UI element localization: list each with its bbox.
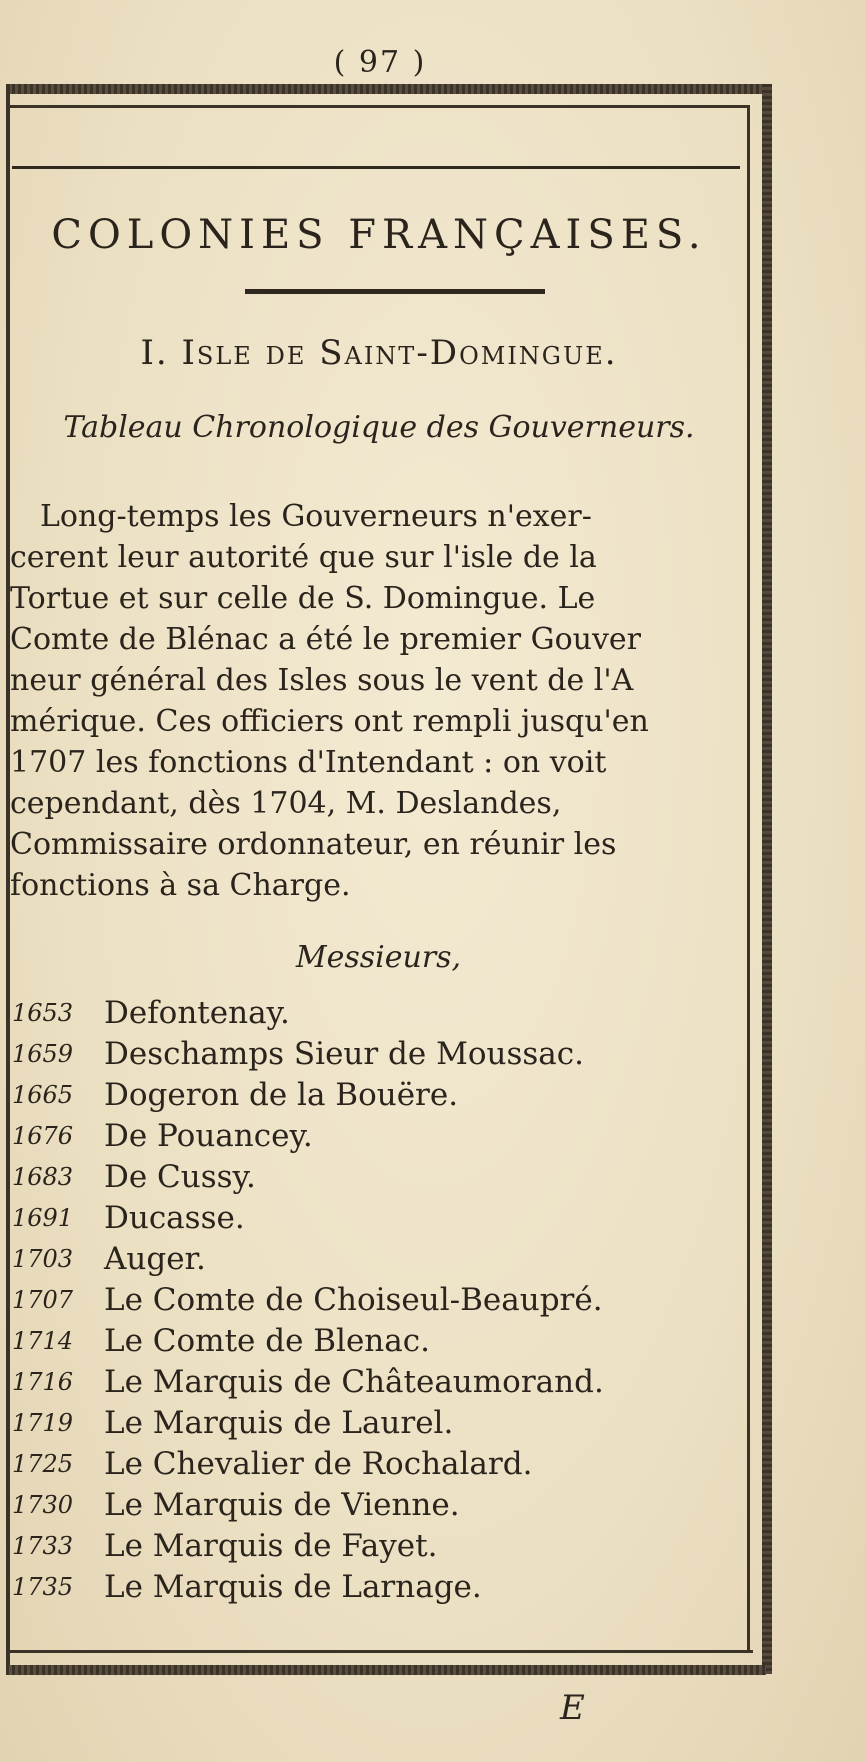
governor-year: 1653 bbox=[12, 999, 74, 1027]
messieurs-heading: Messieurs, bbox=[295, 940, 462, 975]
governor-year: 1703 bbox=[12, 1245, 74, 1273]
governor-entry bbox=[12, 1362, 744, 1403]
governor-name: Defontenay. bbox=[104, 995, 290, 1031]
governor-entry bbox=[12, 993, 744, 1034]
governor-name: Le Comte de Choiseul-Beaupré. bbox=[104, 1282, 603, 1318]
governor-name: Deschamps Sieur de Moussac. bbox=[104, 1036, 584, 1072]
governor-year: 1659 bbox=[12, 1040, 74, 1068]
section-title: I. Isle de Saint-Domingue. bbox=[140, 333, 618, 373]
title-rule bbox=[245, 289, 545, 294]
paragraph-line: neur général des Isles sous le vent de l'A bbox=[10, 663, 634, 698]
paragraph-line: fonctions à sa Charge. bbox=[10, 868, 351, 903]
governor-year: 1719 bbox=[12, 1409, 74, 1437]
frame-top-border bbox=[6, 84, 762, 94]
governor-list bbox=[12, 993, 744, 1608]
governor-year: 1676 bbox=[12, 1122, 74, 1150]
governor-year: 1733 bbox=[12, 1532, 74, 1560]
paragraph-line: cerent leur autorité que sur l'isle de la bbox=[10, 540, 597, 575]
paragraph-line: Tortue et sur celle de S. Domingue. Le bbox=[10, 581, 596, 616]
governor-entry bbox=[12, 1034, 744, 1075]
governor-name: Le Marquis de Larnage. bbox=[104, 1569, 482, 1605]
paragraph-line: Comte de Blénac a été le premier Gouver bbox=[10, 622, 642, 657]
governor-entry bbox=[12, 1567, 744, 1608]
governor-entry bbox=[12, 1526, 744, 1567]
governor-year: 1735 bbox=[12, 1573, 74, 1601]
governor-year: 1716 bbox=[12, 1368, 74, 1396]
governor-name: Le Marquis de Laurel. bbox=[104, 1405, 454, 1441]
governor-year: 1707 bbox=[12, 1286, 74, 1314]
governor-entry bbox=[12, 1157, 744, 1198]
page-title: COLONIES FRANÇAISES. bbox=[51, 212, 707, 258]
header-rule bbox=[12, 166, 740, 169]
governor-entry bbox=[12, 1198, 744, 1239]
governor-name: Le Marquis de Vienne. bbox=[104, 1487, 460, 1523]
paragraph-line: Commissaire ordonnateur, en réunir les bbox=[10, 827, 617, 862]
page-number: ( 97 ) bbox=[333, 45, 427, 80]
governor-entry bbox=[12, 1116, 744, 1157]
governor-entry bbox=[12, 1321, 744, 1362]
governor-year: 1691 bbox=[12, 1204, 74, 1232]
frame-right-border bbox=[762, 84, 772, 1674]
paragraph-line: 1707 les fonctions d'Intendant : on voit bbox=[10, 745, 607, 780]
frame-top-inner-rule bbox=[8, 105, 750, 108]
governor-name: Ducasse. bbox=[104, 1200, 245, 1236]
governor-year: 1714 bbox=[12, 1327, 74, 1355]
governor-name: Le Comte de Blenac. bbox=[104, 1323, 430, 1359]
governor-name: De Cussy. bbox=[104, 1159, 256, 1195]
paragraph-line: mérique. Ces officiers ont rempli jusqu'en bbox=[10, 704, 649, 739]
governor-entry bbox=[12, 1485, 744, 1526]
governor-name: De Pouancey. bbox=[104, 1118, 313, 1154]
governor-year: 1683 bbox=[12, 1163, 74, 1191]
governor-entry bbox=[12, 1239, 744, 1280]
frame-bottom-inner-rule bbox=[8, 1650, 753, 1653]
intro-paragraph bbox=[10, 496, 747, 906]
governor-entry bbox=[12, 1403, 744, 1444]
signature-mark: E bbox=[560, 1688, 585, 1728]
governor-entry bbox=[12, 1280, 744, 1321]
governor-entry bbox=[12, 1075, 744, 1116]
paragraph-line: cependant, dès 1704, M. Deslandes, bbox=[10, 786, 562, 821]
subtitle: Tableau Chronologique des Gouverneurs. bbox=[63, 410, 695, 445]
paragraph-line: Long-temps les Gouverneurs n'exer- bbox=[40, 499, 592, 534]
governor-name: Le Chevalier de Rochalard. bbox=[104, 1446, 533, 1482]
governor-year: 1725 bbox=[12, 1450, 74, 1478]
governor-year: 1665 bbox=[12, 1081, 74, 1109]
governor-name: Dogeron de la Bouëre. bbox=[104, 1077, 459, 1113]
governor-year: 1730 bbox=[12, 1491, 74, 1519]
governor-entry bbox=[12, 1444, 744, 1485]
governor-name: Le Marquis de Châteaumorand. bbox=[104, 1364, 604, 1400]
governor-name: Le Marquis de Fayet. bbox=[104, 1528, 438, 1564]
governor-name: Auger. bbox=[104, 1241, 206, 1277]
frame-bottom-border bbox=[6, 1665, 766, 1675]
